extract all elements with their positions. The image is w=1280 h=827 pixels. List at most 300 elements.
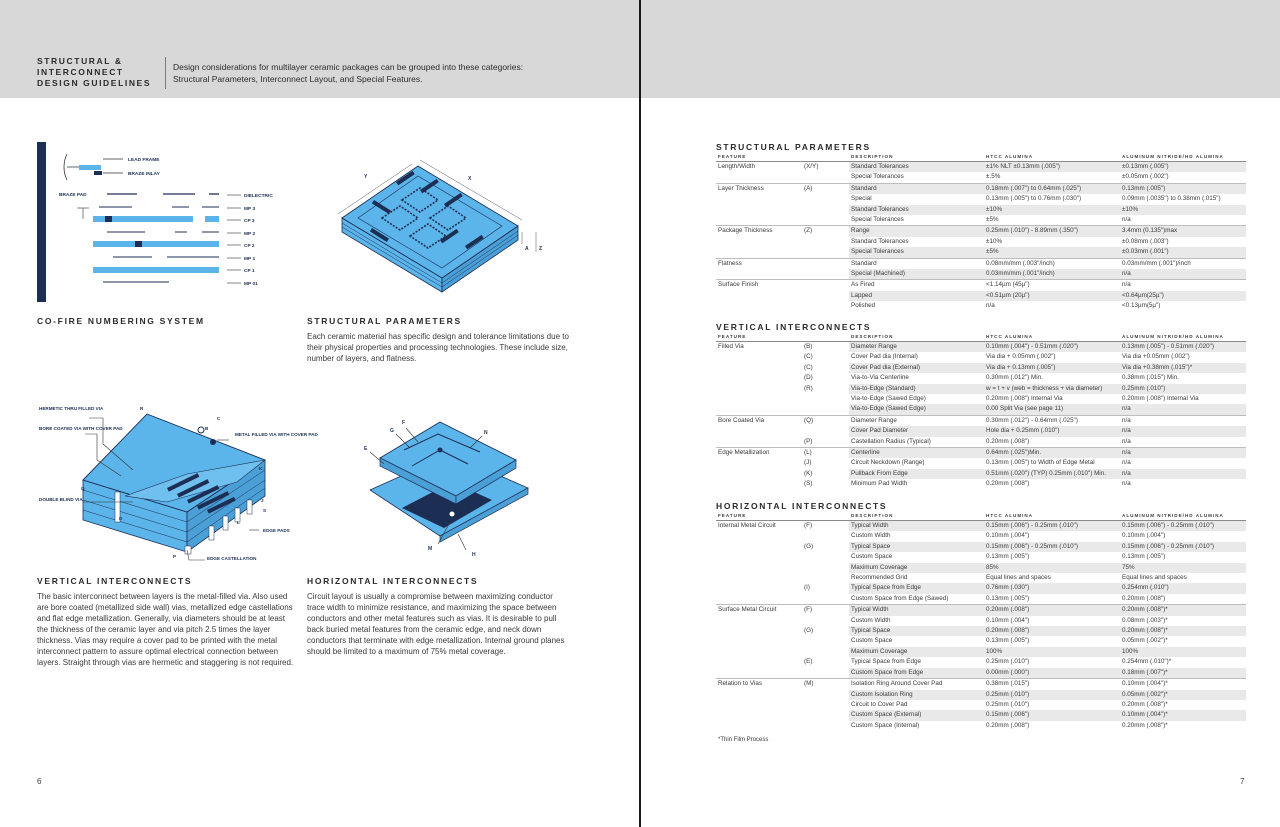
cell-description: Via-to-Via Centerline [851, 374, 909, 382]
header-description: Design considerations for multilayer ceramic packages can be grouped into these categories: Structural Parameters, Interconnect Layout, and Special Features. [173, 62, 524, 84]
cell-htcc: ±10% [984, 205, 1120, 215]
vertical-table-section [716, 322, 1246, 490]
cell-htcc: 0.10mm (.004") - 0.51mm (.020") [984, 342, 1120, 353]
lead-frame-curve [64, 154, 67, 180]
cell-aln: ±10% [1120, 205, 1246, 215]
header-title-line: DESIGN GUIDELINES [37, 78, 152, 88]
cell-htcc: ±5% [986, 216, 999, 224]
table-row [716, 594, 1246, 605]
cell-htcc: 0.13mm (.005") [986, 594, 1030, 602]
cell-feature: Layer Thickness [716, 183, 802, 194]
cell-htcc: 0.20mm (.008") [984, 626, 1120, 636]
table-row [716, 394, 1246, 404]
cell-symbol: (K) [804, 469, 813, 477]
horizontal-body: Circuit layout is usually a compromise between maximizing conductor trace width to minimize resistance, and maximizing the space between conductors and other metal features such as vias. It is desirable to pull back buried metal features from the ceramic edge, and neck down conductors that terminate with edge metallization. Internal ground planes should be limited to a maximum of 75% metal coverage. [307, 592, 565, 656]
table-row [716, 301, 1246, 311]
letter-s: S [263, 508, 267, 513]
metal-filled-via [210, 439, 216, 445]
cell-htcc: <1.14µm (45µ") [984, 280, 1120, 291]
cell-symbol [802, 594, 849, 605]
cell-feature [716, 531, 802, 541]
cell-htcc: ±1% NLT ±0.13mm (.005") [984, 162, 1120, 173]
col-htcc: HTCC ALUMINA [984, 511, 1120, 521]
table-row [716, 194, 1246, 204]
cell-aln: n/a [1122, 437, 1131, 445]
cell-feature: Flatness [716, 258, 802, 269]
cell-symbol [802, 258, 849, 269]
cell-description: Standard Tolerances [849, 205, 984, 215]
braze-inlay [94, 171, 102, 175]
label-cp1: CP 1 [244, 269, 255, 274]
table-row [716, 342, 1246, 353]
horizontal-table-section [716, 501, 1246, 731]
table-row [716, 668, 1246, 679]
cell-feature: Package Thickness [716, 226, 802, 237]
cell-feature: Surface Metal Circuit [716, 605, 802, 616]
cell-description: Centerline [849, 448, 984, 459]
col-aln: ALUMINUM NITRIDE/HD ALUMINA [1120, 511, 1246, 521]
label-metal-filled-via: METAL FILLED VIA WITH COVER PAD [235, 432, 318, 437]
table-row [716, 573, 1246, 583]
cell-feature [716, 384, 802, 394]
cell-aln: 0.20mm (.008")* [1120, 626, 1246, 636]
table-row [716, 291, 1246, 301]
cell-htcc: 0.64mm (.025")Min. [984, 448, 1120, 459]
col-feature: FEATURE [716, 511, 849, 521]
cell-feature [716, 291, 802, 301]
label-dielectric: DIELECTRIC [244, 194, 273, 199]
structural-table-title: STRUCTURAL PARAMETERS [716, 142, 871, 152]
cell-feature [716, 194, 802, 204]
cell-symbol: (B) [802, 342, 849, 353]
cell-aln: 0.18mm (.007")* [1120, 668, 1246, 679]
cell-symbol [802, 205, 849, 215]
cell-description: Diameter Range [849, 342, 984, 353]
cell-description: Diameter Range [849, 415, 984, 426]
horizontal-title: HORIZONTAL INTERCONNECTS [307, 576, 479, 586]
cell-aln: 0.15mm (.006") - 0.25mm (.010") [1120, 542, 1246, 552]
cell-symbol [802, 394, 849, 404]
cell-description: Custom Space from Edge (Sawed) [851, 594, 949, 602]
cell-description: Pullback From Edge [849, 469, 984, 479]
cell-symbol [802, 636, 849, 646]
letter-f: F [402, 420, 406, 426]
cell-htcc: 0.10mm (.004") [986, 532, 1030, 540]
cell-feature [716, 721, 802, 731]
col-description: DESCRIPTION [849, 332, 984, 342]
cell-symbol [802, 426, 849, 436]
cell-description: Via-to-Edge (Standard) [849, 384, 984, 394]
cell-htcc: 0.25mm (.010") - 8.89mm (.350") [984, 226, 1120, 237]
cell-feature [716, 573, 802, 583]
cell-htcc: 0.15mm (.006") - 0.25mm (.010") [984, 521, 1120, 532]
cell-description: Custom Space [851, 553, 893, 561]
table-row [716, 384, 1246, 394]
cell-aln: 0.15mm (.006") - 0.25mm (.010") [1120, 521, 1246, 532]
vertical-diagram [37, 400, 318, 568]
cell-htcc: 0.20mm (.008") [986, 480, 1030, 488]
table-row [716, 690, 1246, 700]
cell-htcc: 0.10mm (.004") [986, 616, 1030, 624]
cell-aln: n/a [1122, 216, 1131, 224]
cell-feature [716, 563, 802, 573]
cell-aln: 0.10mm (.004")* [1120, 710, 1246, 720]
letter-m: M [428, 546, 433, 552]
cell-feature [716, 269, 802, 280]
col-aln: ALUMINUM NITRIDE/HD ALUMINA [1120, 332, 1246, 342]
cell-htcc: 85% [984, 563, 1120, 573]
cell-symbol: (R) [804, 384, 813, 392]
cell-description: As Fired [849, 280, 984, 291]
letter-b: B [205, 426, 209, 431]
cell-description: Custom Space [851, 637, 893, 645]
cell-symbol [802, 647, 849, 657]
cell-htcc: 0.08mm/mm (.003"/inch) [984, 258, 1120, 269]
table-row [716, 479, 1246, 489]
table-row [716, 542, 1246, 552]
cell-description: Polished [851, 302, 876, 310]
cell-description: Custom Width [851, 616, 891, 624]
table-row [716, 215, 1246, 226]
cell-htcc: Via dia + 0.13mm (.005") [984, 363, 1120, 373]
cell-symbol: (C) [804, 363, 813, 371]
cell-symbol [802, 573, 849, 583]
letter-d: D [119, 516, 123, 521]
cell-htcc: 0.13mm (.005") [986, 553, 1030, 561]
cell-aln: ±0.13mm (.005") [1120, 162, 1246, 173]
cell-aln: <0.64µm(25µ") [1120, 291, 1246, 301]
dim-x: X [468, 176, 472, 182]
cofire-label-leaders [227, 195, 241, 283]
cell-feature [716, 215, 802, 226]
cell-feature [716, 363, 802, 373]
cofire-diagram [37, 142, 287, 304]
cell-feature [716, 616, 802, 626]
cell-feature [716, 552, 802, 562]
cell-feature [716, 247, 802, 258]
label-mp3: MP 3 [244, 207, 256, 212]
table-row [716, 226, 1246, 237]
cell-aln: 0.10mm (.004") [1122, 532, 1166, 540]
cell-aln: Via dia +0.38mm (.015")* [1120, 363, 1246, 373]
cell-aln: 0.25mm (.010") [1120, 384, 1246, 394]
cell-htcc: 0.00 Split Via (see page 11) [984, 404, 1120, 415]
table-row [716, 679, 1246, 690]
cell-symbol [802, 237, 849, 247]
cell-htcc: ±5% [984, 247, 1120, 258]
table-row [716, 583, 1246, 593]
cell-feature [716, 469, 802, 479]
cell-description: Maximum Coverage [849, 647, 984, 657]
cell-symbol: (X/Y) [802, 162, 849, 173]
header-title-line: STRUCTURAL & [37, 56, 123, 66]
page-number-left: 6 [37, 777, 42, 786]
cell-feature [716, 352, 802, 362]
bore-coated-via [198, 427, 204, 433]
cell-htcc: <0.51µm (20µ") [984, 291, 1120, 301]
cell-aln: 0.20mm (.008")* [1122, 700, 1168, 708]
cell-feature [716, 542, 802, 552]
cell-aln: 0.20mm (.008") Internal Via [1122, 395, 1199, 403]
cofire-side-bar [37, 142, 46, 302]
cell-symbol: (F) [802, 605, 849, 616]
cell-description: Via-to-Edge (Sawed Edge) [851, 395, 926, 403]
cell-feature: Bore Coated Via [716, 415, 802, 426]
cell-feature [716, 636, 802, 646]
right-page [641, 0, 1280, 827]
cell-description: Custom Isolation Ring [849, 690, 984, 700]
table-row [716, 183, 1246, 194]
cell-aln: Equal lines and spaces [1122, 574, 1187, 582]
cell-symbol [802, 215, 849, 226]
cell-symbol: (S) [804, 480, 813, 488]
cell-symbol [802, 710, 849, 720]
cell-symbol [802, 700, 849, 710]
table-row [716, 469, 1246, 479]
cell-aln: 0.13mm (.005") [1120, 183, 1246, 194]
table-row [716, 552, 1246, 562]
cell-htcc: 0.18mm (.007") to 0.64mm (.025") [984, 183, 1120, 194]
cell-description: Special Tolerances [849, 247, 984, 258]
cell-description: Custom Space from Edge [849, 668, 984, 679]
letter-l: L [237, 520, 240, 525]
cofire-title: CO-FIRE NUMBERING SYSTEM [37, 316, 205, 326]
table-row [716, 626, 1246, 636]
cell-feature [716, 458, 802, 468]
cell-aln: 0.20mm (.008")* [1122, 721, 1168, 729]
cell-description: Typical Space [849, 626, 984, 636]
cell-aln: Via dia +0.05mm (.002") [1122, 353, 1190, 361]
cell-aln: n/a [1120, 404, 1246, 415]
header-title [37, 56, 157, 89]
label-edge-castellation: EDGE CASTELLATION [207, 556, 257, 561]
cell-feature [716, 426, 802, 436]
cell-symbol [802, 690, 849, 700]
vertical-table-title: VERTICAL INTERCONNECTS [716, 322, 872, 332]
table-row [716, 531, 1246, 541]
cell-symbol [802, 269, 849, 280]
table-row [716, 237, 1246, 247]
cell-aln: 0.20mm (.008")* [1120, 605, 1246, 616]
table-row [716, 269, 1246, 280]
cell-symbol [802, 280, 849, 291]
cell-symbol [802, 404, 849, 415]
ground-plane-via [449, 511, 455, 517]
cell-description: Maximum Coverage [849, 563, 984, 573]
cell-aln: 0.254mm (.010") [1120, 583, 1246, 593]
table-row [716, 605, 1246, 616]
left-page [0, 0, 639, 827]
cell-description: Via-to-Edge (Sawed Edge) [849, 404, 984, 415]
cell-aln: n/a [1120, 426, 1246, 436]
cell-aln: 3.4mm (0.135")max [1120, 226, 1246, 237]
cell-description: Typical Space from Edge [851, 658, 922, 666]
cell-feature [716, 583, 802, 593]
cell-aln: ±0.03mm (.001") [1120, 247, 1246, 258]
horizontal-table-title: HORIZONTAL INTERCONNECTS [716, 501, 888, 511]
cell-htcc: 0.30mm (.012") - 0.64mm (.025") [984, 415, 1120, 426]
cell-htcc: 0.38mm (.015") [984, 679, 1120, 690]
cell-symbol: (G) [804, 627, 814, 635]
cell-feature [716, 594, 802, 605]
cell-aln: 0.13mm (.005") [1122, 553, 1166, 561]
cell-symbol [802, 721, 849, 731]
cell-symbol: (F) [802, 521, 849, 532]
table-row [716, 647, 1246, 657]
label-cp2: CP 2 [244, 244, 255, 249]
dim-a: A [525, 246, 529, 252]
table-row [716, 404, 1246, 415]
cell-aln: n/a [1120, 415, 1246, 426]
label-braze-inlay: BRAZE INLAY [128, 172, 160, 177]
cell-feature: Length/Width [716, 162, 802, 173]
structural-title: STRUCTURAL PARAMETERS [307, 316, 462, 326]
horizontal-diagram [340, 410, 540, 560]
lead-frame-bar [79, 165, 101, 170]
cell-feature [716, 710, 802, 720]
cell-description: Special Tolerances [851, 173, 904, 181]
cell-feature: Surface Finish [716, 280, 802, 291]
structural-table [716, 152, 1246, 312]
cell-htcc: 0.15mm (.006") - 0.25mm (.010") [984, 542, 1120, 552]
cell-description: Typical Width [849, 605, 984, 616]
cell-feature [716, 301, 802, 311]
table-row [716, 616, 1246, 626]
table-row [716, 373, 1246, 383]
label-lead-frame: LEAD FRAME [128, 158, 160, 163]
label-mp01: MP 01 [244, 282, 258, 287]
header-band-right [641, 0, 1280, 98]
cofire-layers [77, 207, 219, 282]
label-bore-coated-via: BORE COATED VIA WITH COVER PAD [39, 426, 123, 431]
structural-body: Each ceramic material has specific design and tolerance limitations due to their physical properties and processing technologies. These include size, number of layers, and flatness. [307, 332, 569, 363]
cell-aln: 0.38mm (.015") Min. [1122, 374, 1179, 382]
cell-description: Standard [849, 183, 984, 194]
cell-symbol: (E) [804, 658, 813, 666]
cell-feature [716, 237, 802, 247]
cell-htcc: 0.20mm (.008") [986, 721, 1030, 729]
letter-e: E [364, 446, 368, 452]
letter-q: Q [81, 486, 85, 491]
cell-description: Special [851, 195, 872, 203]
cell-htcc: w = t + v (web = thickness + via diameter) [984, 384, 1120, 394]
cell-aln: ±0.05mm (.002") [1122, 173, 1169, 181]
cell-description: Range [849, 226, 984, 237]
cell-htcc: 0.20mm (.008") [986, 437, 1030, 445]
table-row [716, 352, 1246, 362]
page-number-right: 7 [1240, 777, 1245, 786]
cell-symbol [802, 301, 849, 311]
cell-symbol [802, 194, 849, 204]
cell-description: Isolation Ring Around Cover Pad [849, 679, 984, 690]
cell-aln: ±0.08mm (.003") [1122, 237, 1169, 245]
letter-r: R [140, 406, 144, 411]
cell-htcc: ±.5% [986, 173, 1001, 181]
cell-aln: 0.20mm (.008") [1122, 594, 1166, 602]
cell-symbol [802, 563, 849, 573]
cell-htcc: 0.03mm/mm (.001"/inch) [984, 269, 1120, 280]
cell-htcc: n/a [986, 302, 995, 310]
cell-feature [716, 626, 802, 636]
label-mp1: MP 1 [244, 257, 256, 262]
cell-htcc: 0.20mm (.008") Internal Via [986, 395, 1063, 403]
cell-htcc: 0.25mm (.010") [986, 700, 1030, 708]
cell-description: Custom Space (Internal) [851, 721, 920, 729]
col-htcc: HTCC ALUMINA [984, 152, 1120, 162]
table-row [716, 563, 1246, 573]
cell-feature [716, 668, 802, 679]
cell-symbol: (M) [802, 679, 849, 690]
dim-y: Y [364, 174, 368, 180]
cell-htcc: 100% [984, 647, 1120, 657]
cell-description: Standard Tolerances [849, 162, 984, 173]
cell-htcc: 0.25mm (.010") [984, 690, 1120, 700]
cell-symbol: (Z) [802, 226, 849, 237]
letter-k: K [259, 466, 263, 471]
cell-description: Recommended Grid [851, 574, 908, 582]
cell-aln: n/a [1122, 480, 1131, 488]
cell-symbol: (J) [804, 459, 812, 467]
cell-feature [716, 479, 802, 489]
label-double-blind-via: DOUBLE BLIND VIA [39, 497, 83, 502]
cell-aln: 0.09mm (.0035") to 0.38mm (.015") [1122, 195, 1221, 203]
vertical-body: The basic interconnect between layers is the metal-filled via. Also used are bore coated (metallized side wall) vias, metallized edge castellations and flat edge metallization. Generally, via diameters should be at least the thickness of the ceramic layer and via pitch 2.5 times the layer thickness. Vias may require a cover pad to be printed with the metal interconnect pattern to assure optimal electrical connection between layers. Straight through vias are hermetic and staggering is not required. [37, 592, 294, 667]
horizontal-table [716, 511, 1246, 731]
cell-htcc: Equal lines and spaces [986, 574, 1051, 582]
cell-symbol: (P) [804, 437, 813, 445]
cell-feature [716, 205, 802, 215]
table-row [716, 247, 1246, 258]
cell-feature [716, 373, 802, 383]
cell-description: Typical Space [849, 542, 984, 552]
table-row [716, 437, 1246, 448]
cell-aln: 0.254mm (.010")* [1122, 658, 1172, 666]
table-row [716, 426, 1246, 436]
cell-symbol: (L) [802, 448, 849, 459]
vertical-table [716, 332, 1246, 490]
cell-feature [716, 172, 802, 183]
cell-description: Special (Machined) [849, 269, 984, 280]
col-description: DESCRIPTION [849, 511, 984, 521]
cell-aln: 0.13mm (.005") - 0.51mm (.020") [1120, 342, 1246, 353]
cell-symbol [802, 172, 849, 183]
col-htcc: HTCC ALUMINA [984, 332, 1120, 342]
structural-diagram [310, 140, 560, 300]
label-cp3: CP 3 [244, 219, 255, 224]
cell-description: Special Tolerances [851, 216, 904, 224]
cell-feature [716, 690, 802, 700]
cell-htcc: Via dia + 0.05mm (.002") [986, 353, 1056, 361]
vertical-title: VERTICAL INTERCONNECTS [37, 576, 193, 586]
cell-feature: Edge Metallization [716, 448, 802, 459]
table-row [716, 162, 1246, 173]
cell-description: Minimum Pad Width [851, 480, 908, 488]
cell-symbol [802, 531, 849, 541]
table-row [716, 363, 1246, 373]
cell-htcc: ±10% [986, 237, 1003, 245]
header-title-line: INTERCONNECT [37, 67, 124, 77]
cell-htcc: 0.30mm (.012") Min. [986, 374, 1043, 382]
cell-feature [716, 647, 802, 657]
cell-feature: Filled Via [716, 342, 802, 353]
table-row [716, 721, 1246, 731]
cell-aln: 75% [1120, 563, 1246, 573]
cell-htcc: 0.00mm (.000") [984, 668, 1120, 679]
letter-g: G [390, 428, 394, 434]
cell-htcc: 0.51mm (.020") (TYP) 0.25mm (.010") Min. [984, 469, 1120, 479]
cell-description: Lapped [849, 291, 984, 301]
thin-film-footnote: *Thin Film Process [718, 737, 769, 743]
